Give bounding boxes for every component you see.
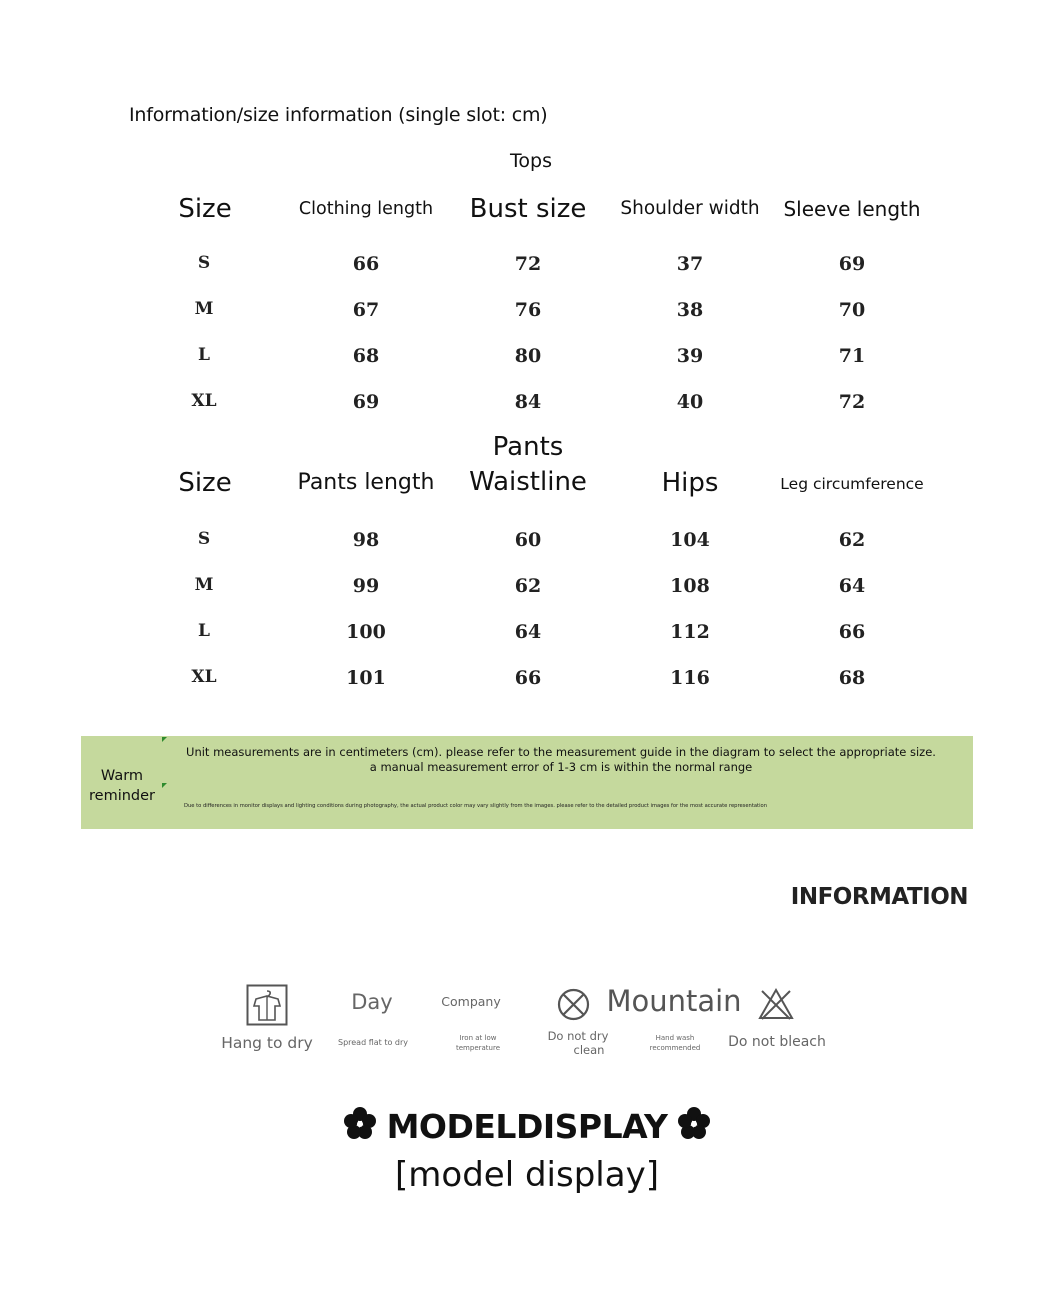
warm-reminder-label: Warm reminder (89, 768, 155, 804)
pants-size-cell: S (197, 529, 211, 549)
tops-header-size: Size (178, 194, 232, 224)
pants-value-cell: 64 (514, 621, 542, 643)
pants-header-waistline: Waistline (469, 467, 587, 497)
page-heading: Information/size information (single slot: cm) (129, 104, 548, 126)
pants-header-leg-circumference: Leg circumference (780, 475, 924, 493)
warm-reminder-disclaimer: Due to differences in monitor displays and lighting conditions during photography, the actual product color may vary slightly from the images. please refer to the detailed product images for the most accurate representation (184, 803, 767, 809)
hanger-icon (246, 984, 288, 1030)
tops-value-cell: 72 (514, 253, 542, 275)
no-dry-clean-icon (557, 988, 590, 1025)
tops-value-cell: 68 (352, 345, 380, 367)
tops-value-cell: 72 (838, 391, 866, 413)
hand-wash-label: Hand wash recommended (649, 1034, 701, 1052)
iron-low-temp-label: Iron at low temperature (456, 1034, 500, 1052)
pants-value-cell: 112 (670, 621, 710, 643)
pants-size-cell: L (198, 621, 210, 641)
pants-header-size: Size (178, 468, 232, 498)
pants-value-cell: 62 (838, 529, 866, 551)
tops-value-cell: 67 (352, 299, 380, 321)
tops-size-cell: S (197, 253, 211, 273)
no-bleach-label: Do not bleach (728, 1034, 826, 1050)
model-display-subtitle: [model display] (395, 1155, 659, 1195)
tops-header-sleeve-length: Sleeve length (783, 197, 921, 221)
hang-to-dry-label: Hang to dry (221, 1034, 313, 1052)
flower-icon (343, 1106, 377, 1148)
pants-value-cell: 64 (838, 575, 866, 597)
warm-reminder-banner (81, 736, 973, 829)
day-label: Day (351, 990, 393, 1014)
information-title: INFORMATION (790, 884, 968, 910)
tops-value-cell: 80 (514, 345, 542, 367)
pants-value-cell: 60 (514, 529, 542, 551)
pants-value-cell: 68 (838, 667, 866, 689)
tops-size-cell: XL (191, 391, 217, 411)
pants-value-cell: 99 (352, 575, 380, 597)
pants-size-cell: XL (191, 667, 217, 687)
pants-value-cell: 100 (346, 621, 386, 643)
no-bleach-icon (757, 987, 795, 1025)
tops-header-shoulder-width: Shoulder width (620, 198, 760, 219)
company-label: Company (441, 994, 501, 1009)
pants-value-cell: 116 (670, 667, 710, 689)
tops-value-cell: 84 (514, 391, 542, 413)
pants-value-cell: 66 (838, 621, 866, 643)
warm-reminder-text: Unit measurements are in centimeters (cm). please refer to the measurement guide in the diagram to select the appropriate size. a manual measurement error of 1-3 cm is within the normal range (186, 745, 936, 774)
tops-value-cell: 69 (838, 253, 866, 275)
tops-value-cell: 37 (676, 253, 704, 275)
pants-header-pants-length: Pants length (297, 470, 435, 495)
pants-value-cell: 108 (670, 575, 710, 597)
tops-size-cell: L (198, 345, 210, 365)
pants-value-cell: 66 (514, 667, 542, 689)
pants-value-cell: 98 (352, 529, 380, 551)
spread-flat-label: Spread flat to dry (337, 1038, 409, 1047)
pants-value-cell: 62 (514, 575, 542, 597)
tops-value-cell: 66 (352, 253, 380, 275)
flower-icon (677, 1106, 711, 1148)
model-display-title: MODELDISPLAY (0, 1105, 1054, 1148)
tops-header-clothing-length: Clothing length (298, 199, 434, 219)
tops-value-cell: 38 (676, 299, 704, 321)
tops-size-cell: M (194, 299, 214, 319)
pants-value-cell: 104 (670, 529, 710, 551)
pants-title: Pants (492, 432, 564, 462)
no-dry-clean-label: Do not dry clean (547, 1029, 609, 1057)
pants-header-hips: Hips (661, 468, 719, 498)
tops-value-cell: 39 (676, 345, 704, 367)
tops-value-cell: 71 (838, 345, 866, 367)
pants-size-cell: M (194, 575, 214, 595)
mountain-label: Mountain (606, 984, 742, 1018)
tops-value-cell: 40 (676, 391, 704, 413)
tops-value-cell: 76 (514, 299, 542, 321)
tops-value-cell: 69 (352, 391, 380, 413)
tops-header-bust-size: Bust size (469, 194, 587, 224)
tops-title: Tops (510, 150, 552, 172)
pants-value-cell: 101 (346, 667, 386, 689)
tops-value-cell: 70 (838, 299, 866, 321)
